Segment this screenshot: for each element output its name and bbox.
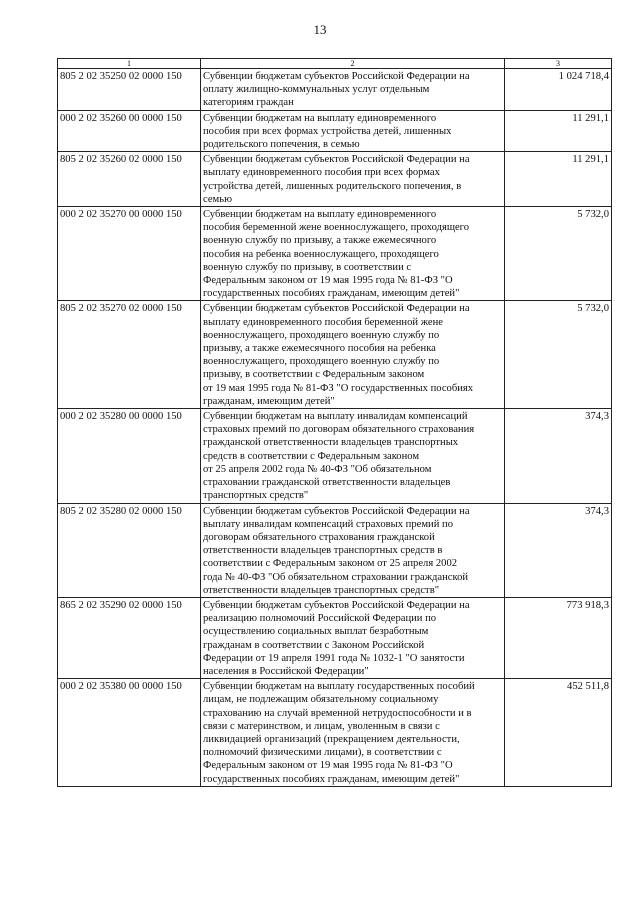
description-line: от 19 мая 1995 года № 81-ФЗ "О государственных пособиях (203, 382, 474, 394)
description-line: Субвенции бюджетам субъектов Российской Федерации на (203, 154, 470, 166)
amount-value: 773 918,3 (505, 597, 612, 678)
revenue-description (201, 110, 505, 152)
description-line: населения в Российской Федерации" (203, 665, 369, 677)
column-number-3: 3 (505, 59, 612, 69)
description-line: призыву, в соответствии с Федеральным законом (203, 369, 425, 381)
budget-classification-code: 000 2 02 35270 00 0000 150 (58, 207, 201, 301)
amount-value: 1 024 718,4 (505, 69, 612, 111)
description-line: семью (203, 193, 232, 205)
table-row (58, 409, 612, 503)
budget-classification-code: 000 2 02 35380 00 0000 150 (58, 679, 201, 787)
description-line: категориям граждан (203, 97, 294, 109)
amount-value: 11 291,1 (505, 152, 612, 207)
description-line: выплату инвалидам компенсаций страховых премий по (203, 518, 454, 530)
description-line: гражданам, имеющим детей" (203, 395, 335, 407)
description-line: Субвенции бюджетам субъектов Российской Федерации на (203, 599, 470, 611)
revenue-description (201, 409, 505, 503)
description-line: Субвенции бюджетам на выплату единовременного (203, 209, 437, 221)
budget-classification-code: 000 2 02 35260 00 0000 150 (58, 110, 201, 152)
table-row (58, 597, 612, 678)
description-line: полномочий физическими лицами), в соответствии с (203, 747, 442, 759)
table-row (58, 301, 612, 409)
description-line: оплату жилищно-коммунальных услуг отдельным (203, 84, 430, 96)
page-number: 13 (313, 22, 327, 37)
description-line: Субвенции бюджетам субъектов Российской Федерации на (203, 71, 470, 82)
description-line: Субвенции бюджетам на выплату государственных пособий (203, 681, 475, 693)
description-line: связи с материнством, и лицам, уволенным в связи с (203, 720, 440, 732)
table-body (58, 69, 612, 787)
revenue-description (201, 597, 505, 678)
table-row (58, 503, 612, 597)
table-row (58, 69, 612, 111)
description-line: выплату единовременного пособия при всех формах (203, 167, 440, 179)
description-line: соответствии с Федеральным законом от 25 апреля 2002 (203, 558, 458, 570)
description-line: Федеральным законом от 19 мая 1995 года № 81-ФЗ "О (203, 760, 453, 772)
column-number-2: 2 (201, 59, 505, 69)
revenue-description (201, 503, 505, 597)
amount-value: 5 732,0 (505, 207, 612, 301)
description-line: гражданской ответственности владельцев транспортных (203, 437, 459, 449)
description-line: пособия беременной жене военнослужащего, проходящего (203, 222, 470, 234)
description-line: лицам, не подлежащим обязательному социальному (203, 694, 439, 706)
description-line: осуществлению социальных выплат безработным (203, 626, 429, 638)
description-line: гражданам в соответствии с Законом Российской (203, 639, 425, 651)
description-line: Федеральным законом от 19 мая 1995 года № 81-ФЗ "О (203, 275, 453, 287)
description-line: государственных пособиях гражданам, имеющим детей" (203, 288, 460, 300)
column-number-row (58, 59, 612, 69)
description-line: Субвенции бюджетам на выплату единовременного (203, 112, 437, 124)
budget-classification-code: 805 2 02 35260 02 0000 150 (58, 152, 201, 207)
revenue-description (201, 679, 505, 787)
budget-classification-code: 865 2 02 35290 02 0000 150 (58, 597, 201, 678)
description-line: ответственности владельцев транспортных средств в (203, 545, 443, 557)
revenue-description (201, 207, 505, 301)
description-line: устройства детей, лишенных родительского попечения, в (203, 180, 462, 192)
description-line: от 25 апреля 2002 года № 40-ФЗ "Об обязательном (203, 463, 432, 475)
budget-classification-code: 000 2 02 35280 00 0000 150 (58, 409, 201, 503)
description-line: военную службу по призыву, в соответствии с (203, 261, 412, 273)
budget-revenue-table (57, 58, 612, 787)
description-line: пособия на ребенка военнослужащего, проходящего (203, 248, 439, 260)
description-line: года № 40-ФЗ "Об обязательном страховании гражданской (203, 571, 469, 583)
amount-value: 452 511,8 (505, 679, 612, 787)
amount-value: 374,3 (505, 503, 612, 597)
table-row (58, 152, 612, 207)
budget-classification-code: 805 2 02 35250 02 0000 150 (58, 69, 201, 111)
table-row (58, 207, 612, 301)
description-line: родительского попечения, в семью (203, 139, 360, 151)
revenue-description (201, 301, 505, 409)
description-line: страховании гражданской ответственности владельцев (203, 477, 451, 489)
description-line: Федерации от 19 апреля 1991 года № 1032-1 "О занятости (203, 652, 465, 664)
description-line: военную службу по призыву, а также ежемесячного (203, 235, 437, 247)
description-line: договорам обязательного страхования гражданской (203, 531, 435, 543)
description-line: средств в соответствии с Федеральным законом (203, 450, 420, 462)
description-line: государственных пособиях гражданам, имеющим детей" (203, 773, 460, 785)
description-line: страхованию на случай временной нетрудоспособности и в (203, 707, 472, 719)
table-row (58, 679, 612, 787)
description-line: Субвенции бюджетам на выплату инвалидам компенсаций (203, 411, 468, 423)
description-line: пособия при всех формах устройства детей, лишенных (203, 125, 452, 137)
budget-classification-code: 805 2 02 35270 02 0000 150 (58, 301, 201, 409)
revenue-description (201, 69, 505, 111)
description-line: призыву, а также ежемесячного пособия на ребенка (203, 343, 436, 355)
description-line: ответственности владельцев транспортных средств" (203, 584, 440, 596)
table-row (58, 110, 612, 152)
description-line: военнослужащего, проходящего военную службу по (203, 329, 440, 341)
budget-classification-code: 805 2 02 35280 02 0000 150 (58, 503, 201, 597)
description-line: реализацию полномочий Российской Федерации по (203, 613, 437, 625)
description-line: транспортных средств" (203, 490, 309, 502)
column-number-1: 1 (58, 59, 201, 69)
amount-value: 11 291,1 (505, 110, 612, 152)
description-line: ликвидацией организаций (прекращением деятельности, (203, 733, 460, 745)
amount-value: 374,3 (505, 409, 612, 503)
description-line: Субвенции бюджетам субъектов Российской Федерации на (203, 303, 470, 315)
description-line: выплату единовременного пособия беременной жене (203, 316, 443, 328)
revenue-description (201, 152, 505, 207)
description-line: военнослужащего, проходящего военную службу по (203, 356, 440, 368)
description-line: страховых премий по договорам обязательного страхования (203, 424, 475, 436)
description-line: Субвенции бюджетам субъектов Российской Федерации на (203, 505, 470, 517)
amount-value: 5 732,0 (505, 301, 612, 409)
